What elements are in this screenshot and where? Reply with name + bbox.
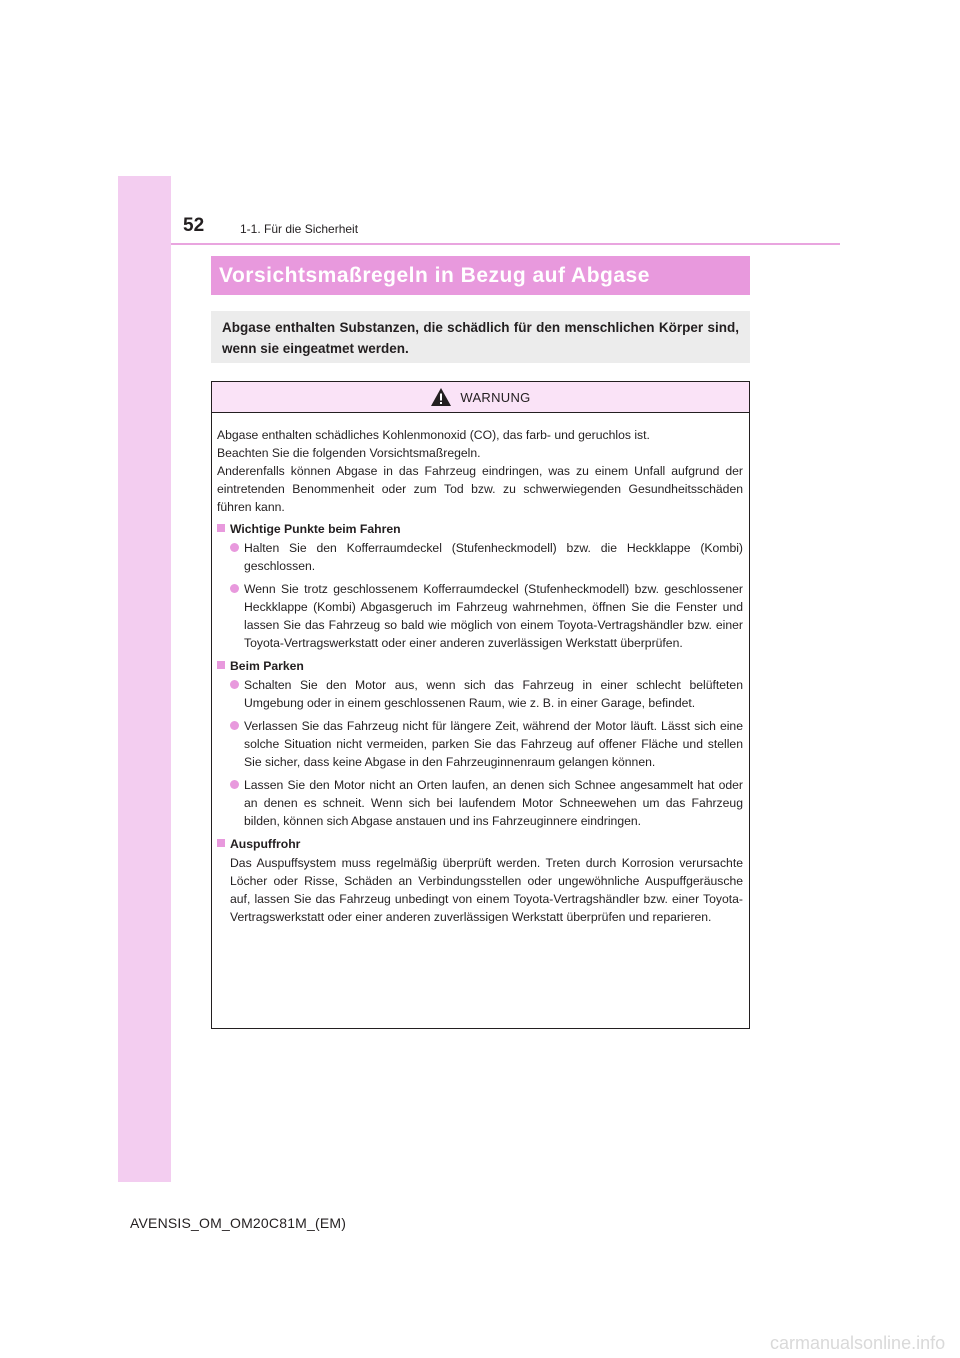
section-heading: [217, 520, 743, 538]
list-item: [230, 539, 743, 575]
list-item-text: Schalten Sie den Motor aus, wenn sich das Fahrzeug in einer schlecht belüfteten Umgebung oder in einem geschlossenen Raum, wie z. B. in einer Garage, befindet.: [244, 678, 743, 710]
section-heading-text: Beim Parken: [230, 659, 304, 673]
warning-box: [211, 381, 750, 1029]
list-item: [230, 776, 743, 830]
watermark: carmanualsonline.info: [770, 1333, 946, 1353]
header-rule: [171, 243, 840, 245]
warning-triangle-icon: [430, 387, 452, 407]
pink-dot-icon: [230, 680, 239, 689]
warning-header: [212, 382, 749, 413]
warning-intro: [217, 426, 743, 516]
section-heading-text: Auspuffrohr: [230, 837, 301, 851]
list-item: [230, 580, 743, 652]
title-bar: [211, 256, 750, 295]
section-label: 1-1. Für die Sicherheit: [240, 222, 359, 236]
pink-dot-icon: [230, 780, 239, 789]
warning-body: [212, 413, 749, 926]
list-item-text: Lassen Sie den Motor nicht an Orten laufen, an denen sich Schnee angesammelt hat oder an denen es schneit. Wenn sich bei laufendem Motor Schneewehen um das Fahrzeug bilden, können sich Abgase anstauen und ins Fahrzeuginnere eindringen.: [244, 778, 743, 828]
list-item: [230, 676, 743, 712]
side-tab-band: [118, 176, 171, 1182]
pink-square-icon: [217, 839, 225, 847]
warning-intro-line: Beachten Sie die folgenden Vorsichtsmaßregeln.: [217, 446, 481, 460]
pink-dot-icon: [230, 721, 239, 730]
page-title: Vorsichtsmaßregeln in Bezug auf Abgase: [219, 263, 650, 287]
document-id: AVENSIS_OM_OM20C81M_(EM): [130, 1215, 347, 1231]
pink-dot-icon: [230, 584, 239, 593]
list-item-text: Halten Sie den Kofferraumdeckel (Stufenheckmodell) bzw. die Heckklappe (Kombi) geschlossen.: [244, 541, 743, 573]
list-item-text: Verlassen Sie das Fahrzeug nicht für längere Zeit, während der Motor läuft. Lässt sich eine solche Situation nicht vermeiden, parken Sie das Fahrzeug auf offener Fläche und stellen Sie sicher, dass keine Abgase in den Fahrzeuginnenraum gelangen können.: [244, 719, 743, 769]
intro-text: Abgase enthalten Substanzen, die schädlich für den menschlichen Körper sind, wenn sie eingeatmet werden.: [222, 320, 739, 356]
warning-intro-line: Abgase enthalten schädliches Kohlenmonoxid (CO), das farb- und geruchlos ist.: [217, 428, 650, 442]
pink-dot-icon: [230, 543, 239, 552]
warning-label: WARNUNG: [460, 389, 531, 405]
intro-box: [211, 311, 750, 363]
pink-square-icon: [217, 661, 225, 669]
section-heading: [217, 657, 743, 675]
list-item-text: Wenn Sie trotz geschlossenem Kofferraumdeckel (Stufenheckmodell) bzw. geschlossener Heckklappe (Kombi) Abgasgeruch im Fahrzeug wahrnehmen, öffnen Sie die Fenster und lassen Sie das Fahrzeug so bald wie möglich von einem Toyota-Vertragshändler bzw. einer Toyota-Vertragswerkstatt oder einer anderen zuverlässigen Werkstatt überprüfen.: [244, 582, 743, 650]
list-item: [230, 717, 743, 771]
section-body-text: Das Auspuffsystem muss regelmäßig überprüft werden. Treten durch Korrosion verursachte Löcher oder Risse, Schäden an Verbindungsstellen oder ungewöhnliche Auspuffgeräusche auf, lassen Sie das Fahrzeug unbedingt von einem Toyota-Vertragshändler bzw. einer Toyota-Vertragswerkstatt oder einer anderen zuverlässigen Werkstatt überprüfen und reparieren.: [230, 856, 743, 924]
page-number: 52: [183, 215, 205, 236]
section-heading: [217, 835, 743, 853]
warning-intro-line: Anderenfalls können Abgase in das Fahrzeug eindringen, was zu einem Unfall aufgrund der eintretenden Benommenheit oder zum Tod bzw. zu schwerwiegenden Gesundheitsschäden führen kann.: [217, 464, 743, 514]
pink-square-icon: [217, 524, 225, 532]
section-heading-text: Wichtige Punkte beim Fahren: [230, 522, 401, 536]
